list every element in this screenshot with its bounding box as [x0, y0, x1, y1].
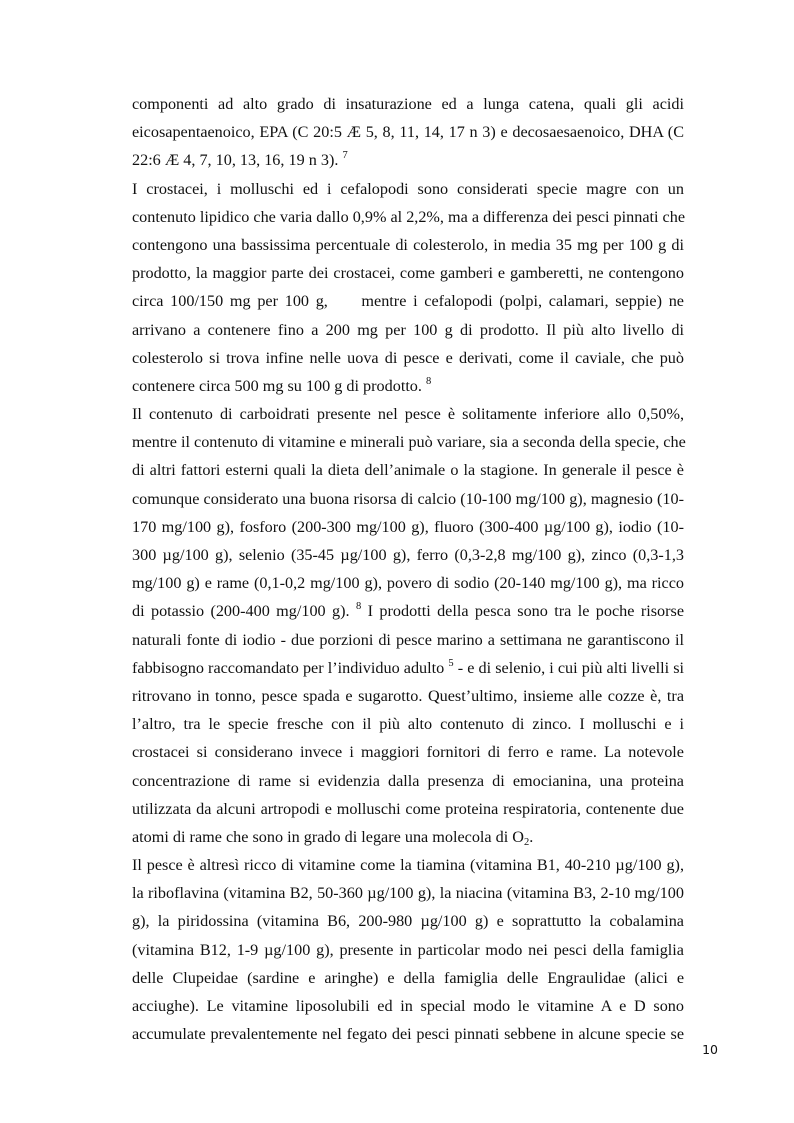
footnote-ref: 5	[448, 657, 454, 669]
text-line: di potassio (200-400 mg/100 g). $^8$ I prodotti della pesca sono tra le poche risorse	[132, 601, 685, 621]
text-line: Il contenuto di carboidrati presente nel pesce è solitamente inferiore allo 0,50%,	[132, 405, 684, 424]
text-line: (vitamina B12, 1-9 µg/100 g), presente in particolar modo nei pesci della famiglia	[132, 940, 684, 959]
text-line: componenti ad alto grado di insaturazione ed a lunga catena, quali gli acidi	[132, 95, 684, 113]
text-line: di altri fattori esterni quali la dieta dell’animale o la stagione. In generale il pesce è	[132, 461, 684, 480]
text-line: comunque considerato una buona risorsa di calcio (10-100 mg/100 g), magnesio (10-	[132, 489, 684, 508]
footnote-ref: 7	[342, 150, 348, 162]
text-line: l’altro, tra le specie fresche con il più alto contenuto di zinco. I molluschi e i	[132, 715, 684, 734]
text-line: 300 µg/100 g), selenio (35-45 µg/100 g), ferro (0,3-2,8 mg/100 g), zinco (0,3-1,3	[132, 546, 684, 564]
text-line: mg/100 g) e rame (0,1-0,2 mg/100 g), povero di sodio (20-140 mg/100 g), ma ricco	[132, 574, 684, 593]
text-line: g), la piridossina (vitamina B6, 200-980 µg/100 g) e soprattutto la cobalamina	[132, 912, 684, 931]
text-line: I crostacei, i molluschi ed i cefalopodi sono considerati specie magre con un	[132, 179, 684, 198]
text-line: la riboflavina (vitamina B2, 50-360 µg/100 g), la niacina (vitamina B3, 2-10 mg/100	[132, 884, 684, 903]
text-line: 22:6 Æ 4, 7, 10, 13, 16, 19 n 3). $^7$	[132, 150, 348, 170]
text-line: utilizzata da alcuni artropodi e molluschi come proteina respiratoria, contenente due	[132, 799, 684, 818]
text-line: atomi di rame che sono in grado di legare una molecola di $O_2$.	[132, 827, 534, 848]
text-line: prodotto, la maggior parte dei crostacei, come gamberi e gamberetti, ne contengono	[132, 264, 684, 283]
text-line: Il pesce è altresì ricco di vitamine come la tiamina (vitamina B1, 40-210 µg/100 g),	[132, 856, 684, 875]
footnote-ref: 8	[426, 375, 432, 387]
text-line: circa 100/150 mg per 100 g, mentre i cefalopodi (polpi, calamari, seppie) ne	[132, 292, 684, 311]
text-line: fabbisogno raccomandato per l’individuo adulto $^5$ - e di selenio, i cui più alti livelli si	[132, 657, 685, 677]
footnote-ref: 8	[355, 601, 362, 613]
text-line: ritrovano in tonno, pesce spada e sugarotto. Quest’ultimo, insieme alle cozze è, tra	[132, 686, 684, 705]
document-body	[132, 90, 684, 1048]
subscript: 2	[523, 836, 530, 848]
text-line: contenuto lipidico che varia dallo 0,9% al 2,2%, ma a differenza dei pesci pinnati che	[132, 207, 686, 226]
text-line: colesterolo si trova infine nelle uova di pesce e derivati, come il caviale, che può	[132, 348, 684, 367]
text-line: mentre il contenuto di vitamine e minerali può variare, sia a seconda della specie, che	[132, 433, 686, 452]
text-line: crostacei si considerano invece i maggiori fornitori di ferro e rame. La notevole	[132, 743, 684, 762]
text-line: naturali fonte di iodio - due porzioni di pesce marino a settimana ne garantiscono il	[132, 630, 684, 649]
text-line: 170 mg/100 g), fosforo (200-300 mg/100 g), fluoro (300-400 µg/100 g), iodio (10-	[132, 517, 684, 536]
text-line: contenere circa 500 mg su 100 g di prodotto. $^8$	[132, 375, 432, 395]
text-line: arrivano a contenere fino a 200 mg per 100 g di prodotto. Il più alto livello di	[132, 320, 684, 339]
text-line: eicosapentaenoico, EPA (C 20:5 Æ 5, 8, 11, 14, 17 n 3) e decosaesaenoico, DHA (C	[132, 123, 684, 142]
text-line: concentrazione di rame si evidenzia dalla presenza di emocianina, una proteina	[132, 771, 684, 790]
text-line: accumulate prevalentemente nel fegato dei pesci pinnati sebbene in alcune specie se	[132, 1025, 684, 1044]
text-line: acciughe). Le vitamine liposolubili ed in special modo le vitamine A e D sono	[132, 997, 684, 1015]
text-line: contengono una bassissima percentuale di colesterolo, in media 35 mg per 100 g di	[132, 235, 684, 254]
text-line: delle Clupeidae (sardine e aringhe) e della famiglia delle Engraulidae (alici e	[132, 968, 684, 987]
page-number: 10	[702, 1042, 718, 1057]
